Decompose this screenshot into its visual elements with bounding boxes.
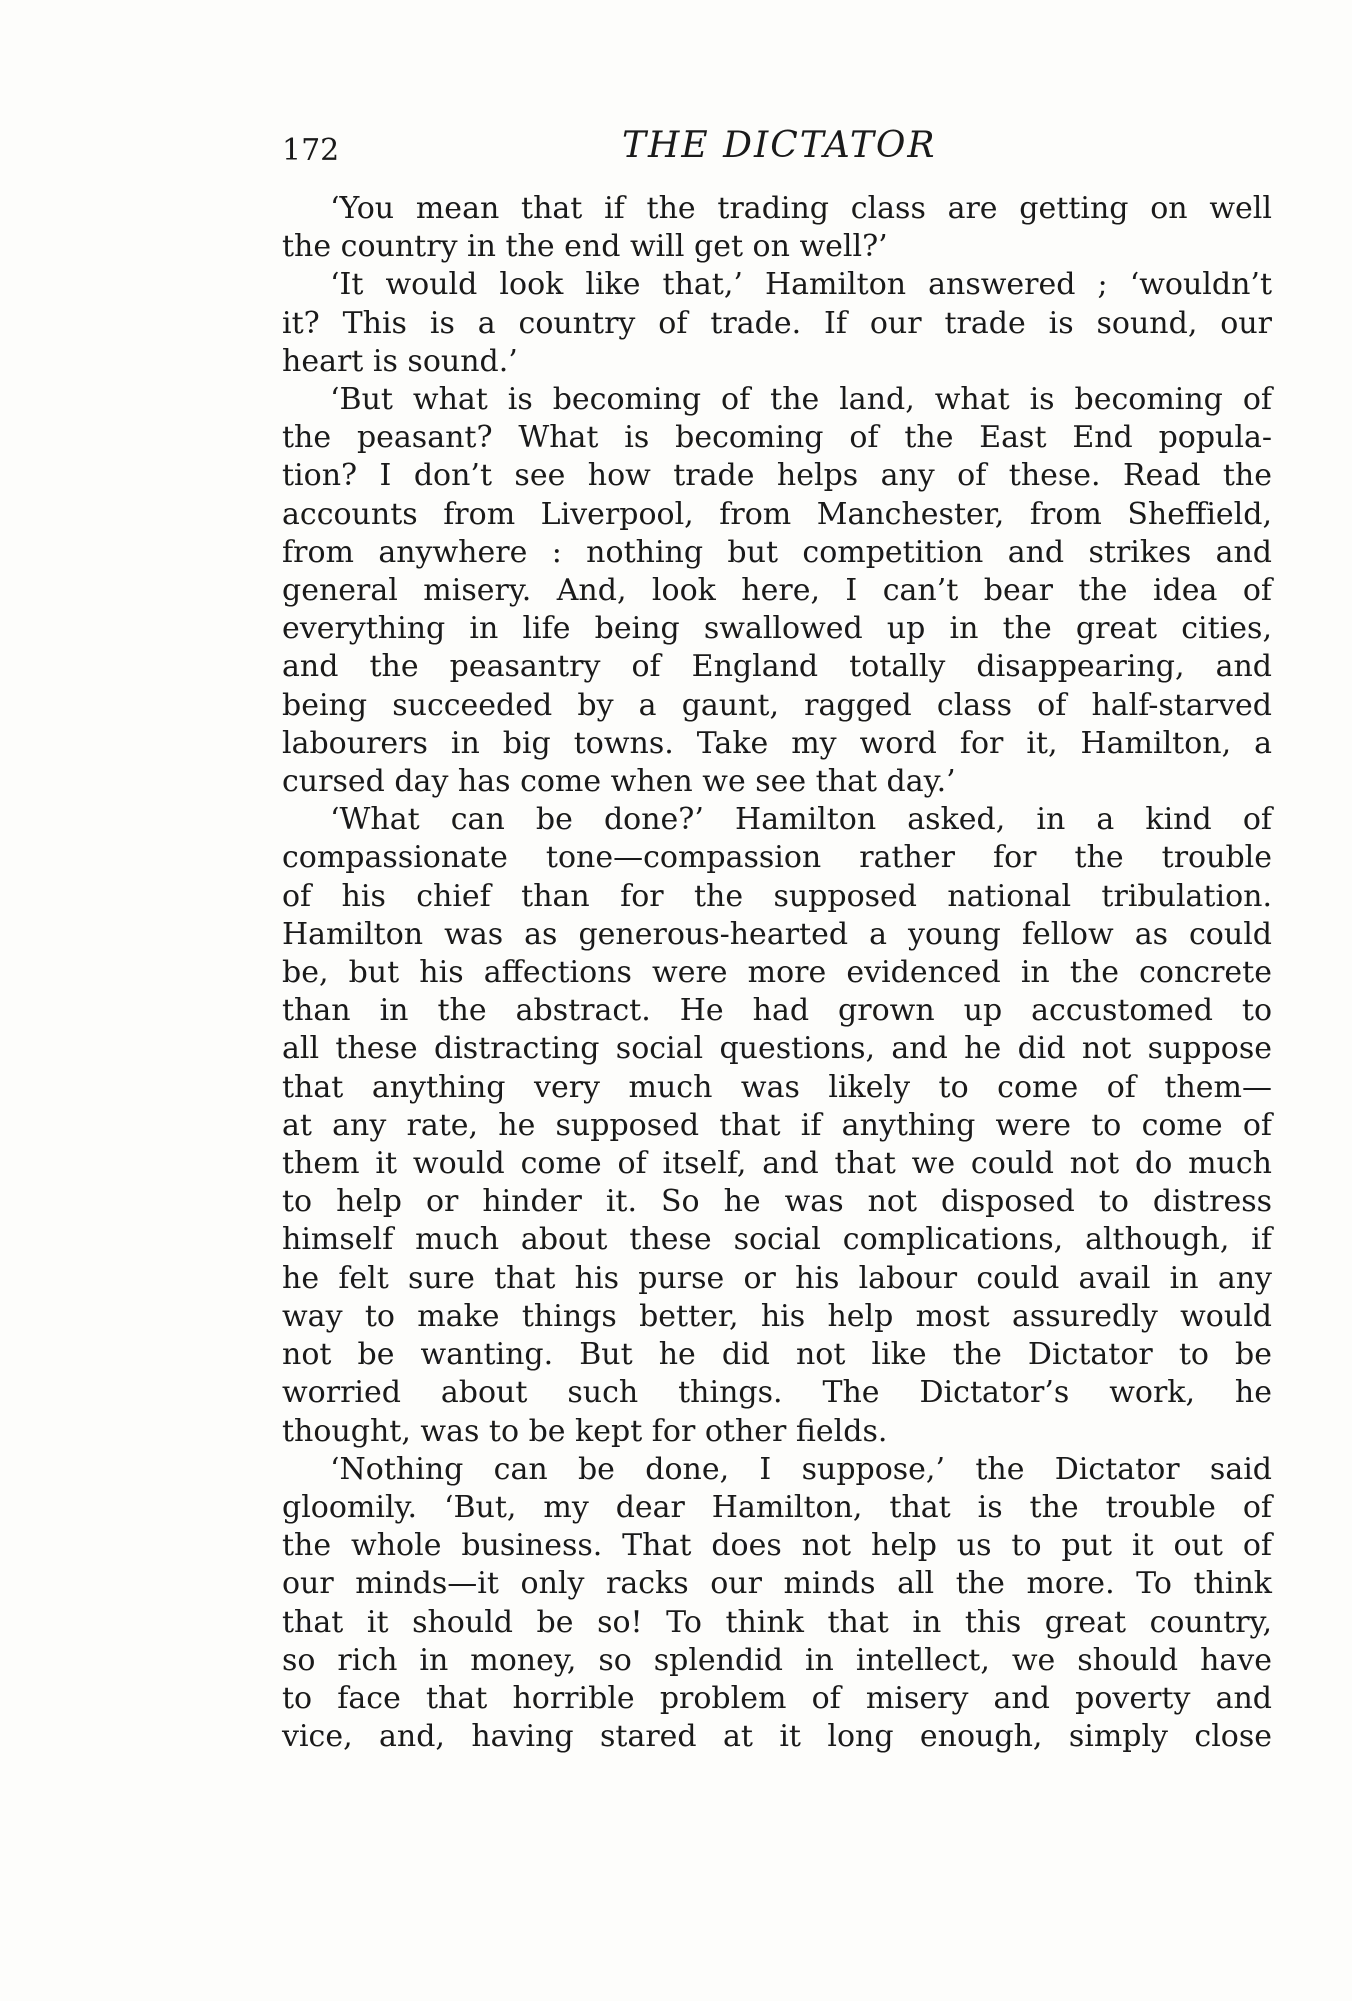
text-line: labourers in big towns. Take my word for it, Hamilton, a <box>282 725 1272 761</box>
text-line: than in the abstract. He had grown up accustomed to <box>282 993 1272 1029</box>
text-line: ‘It would look like that,’ Hamilton answered ; ‘wouldn’t <box>330 267 1272 303</box>
text-line: so rich in money, so splendid in intellect, we should have <box>282 1642 1272 1678</box>
text-line: heart is sound.’ <box>282 343 518 379</box>
text-line: vice, and, having stared at it long enough, simply close <box>282 1719 1272 1755</box>
paragraph <box>282 801 1272 1450</box>
text-line: accounts from Liverpool, from Manchester, from Sheffield, <box>282 496 1272 532</box>
text-line: being succeeded by a gaunt, ragged class of half-starved <box>282 687 1272 723</box>
text-line: worried about such things. The Dictator’s work, he <box>282 1375 1272 1411</box>
text-line: he felt sure that his purse or his labour could avail in any <box>282 1260 1272 1296</box>
text-line: and the peasantry of England totally disappearing, and <box>282 649 1272 685</box>
text-line: thought, was to be kept for other fields. <box>282 1413 888 1449</box>
text-line: himself much about these social complications, although, if <box>282 1222 1272 1258</box>
text-line: general misery. And, look here, I can’t bear the idea of <box>282 573 1272 609</box>
running-title: THE DICTATOR <box>622 125 937 166</box>
text-line: them it would come of itself, and that we could not do much <box>282 1146 1272 1182</box>
text-line: all these distracting social questions, and he did not suppose <box>282 1031 1272 1067</box>
paragraph <box>282 190 1272 266</box>
text-line: everything in life being swallowed up in the great cities, <box>282 611 1272 647</box>
paragraph <box>282 1451 1272 1757</box>
text-line: compassionate tone—compassion rather for the trouble <box>282 840 1272 876</box>
text-line: ‘What can be done?’ Hamilton asked, in a kind of <box>330 802 1272 838</box>
text-line: to help or hinder it. So he was not disposed to distress <box>282 1184 1272 1220</box>
paragraph <box>282 381 1272 801</box>
text-line: tion? I don’t see how trade helps any of these. Read the <box>282 458 1272 494</box>
text-line: at any rate, he supposed that if anything were to come of <box>282 1107 1272 1143</box>
text-line: it? This is a country of trade. If our trade is sound, our <box>282 305 1272 341</box>
text-line: ‘Nothing can be done, I suppose,’ the Dictator said <box>330 1451 1272 1487</box>
page-header <box>282 125 1272 175</box>
text-line: that it should be so! To think that in this great country, <box>282 1604 1272 1640</box>
page-number: 172 <box>282 133 340 168</box>
text-line: the peasant? What is becoming of the East End popula- <box>282 420 1272 456</box>
text-line: of his chief than for the supposed national tribulation. <box>282 878 1272 914</box>
body-text <box>282 190 1272 1756</box>
text-line: cursed day has come when we see that day.’ <box>282 764 956 800</box>
paragraph <box>282 266 1272 381</box>
text-line: gloomily. ‘But, my dear Hamilton, that is the trouble of <box>282 1489 1272 1525</box>
text-line: that anything very much was likely to come of them— <box>282 1069 1272 1105</box>
text-line: not be wanting. But he did not like the Dictator to be <box>282 1337 1272 1373</box>
text-line: the whole business. That does not help us to put it out of <box>282 1528 1272 1564</box>
text-line: Hamilton was as generous-hearted a young fellow as could <box>282 916 1272 952</box>
text-line: be, but his affections were more evidenced in the concrete <box>282 955 1272 991</box>
text-line: way to make things better, his help most assuredly would <box>282 1298 1272 1334</box>
text-line: to face that horrible problem of misery and poverty and <box>282 1680 1272 1716</box>
text-line: ‘You mean that if the trading class are getting on well <box>330 191 1272 226</box>
text-line: ‘But what is becoming of the land, what is becoming of <box>330 382 1272 418</box>
text-line: the country in the end will get on well?’ <box>282 229 888 265</box>
text-line: our minds—it only racks our minds all the more. To think <box>282 1566 1272 1602</box>
text-line: from anywhere : nothing but competition and strikes and <box>282 534 1272 570</box>
